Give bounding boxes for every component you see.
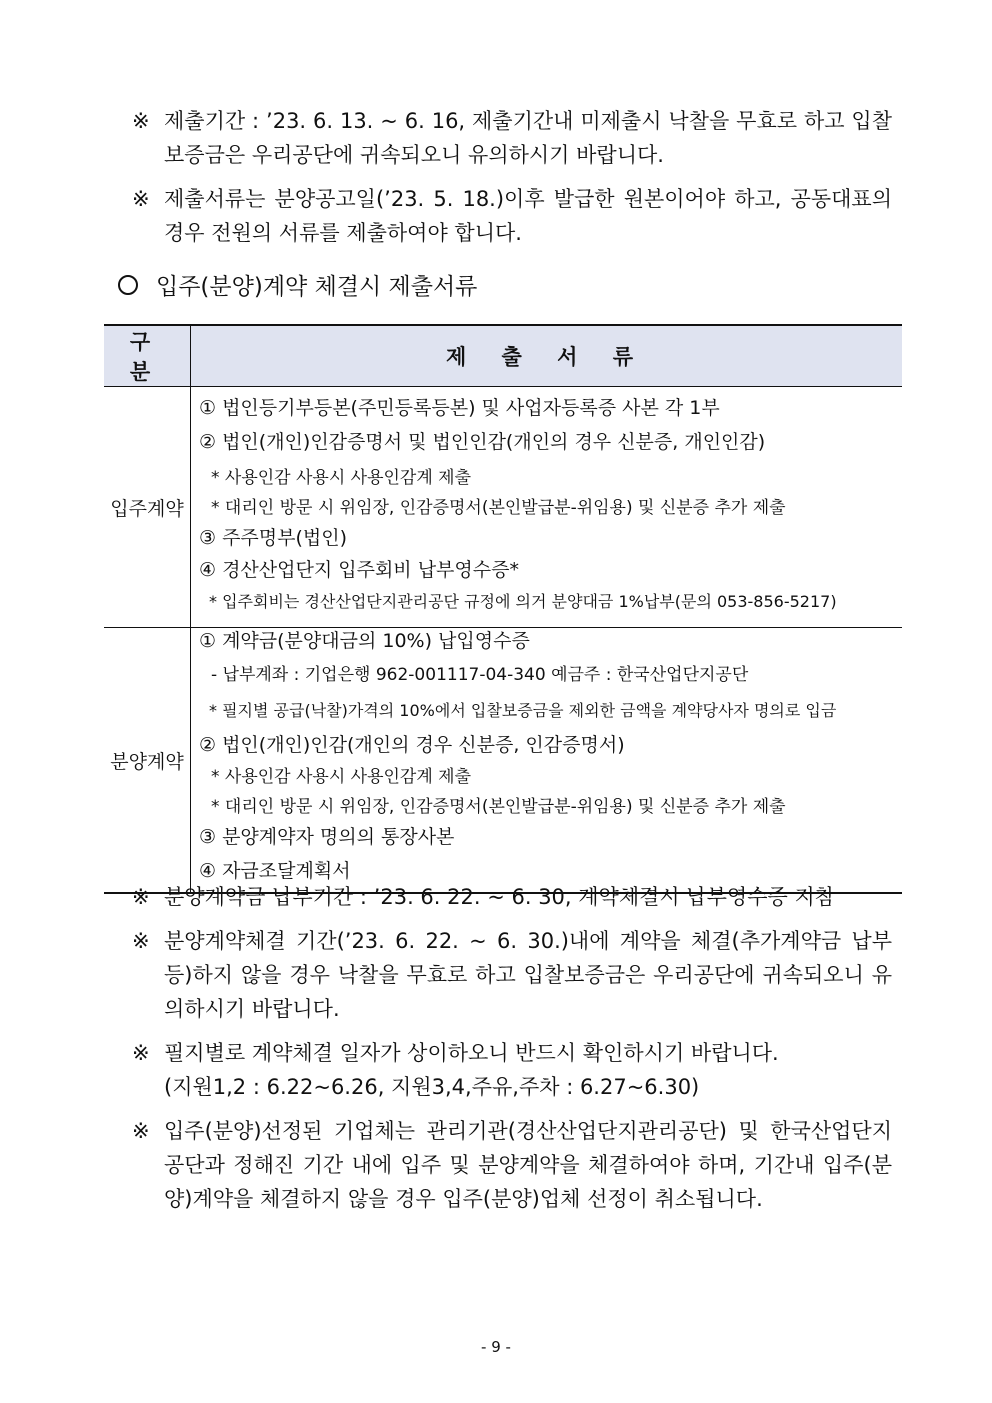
note-submission-period (132, 104, 892, 172)
header-category: 구 분 (104, 325, 191, 387)
items-cell (191, 628, 903, 894)
header-documents: 제 출 서 류 (191, 325, 903, 387)
list-item: ① 법인등기부등본(주민등록등본) 및 사업자등록증 사본 각 1부 (199, 397, 720, 419)
note-text: 필지별로 계약체결 일자가 상이하오니 반드시 확인하시기 바랍니다. (164, 1041, 779, 1065)
note-selection-cancel (132, 1114, 892, 1216)
category-cell: 입주계약 (104, 387, 191, 628)
list-item: ② 법인(개인)인감(개인의 경우 신분증, 인감증명서) (199, 734, 625, 756)
items-cell (191, 387, 903, 628)
note-text: 분양계약체결 기간(’23. 6. 22. ~ 6. 30.)내에 계약을 체결(추가계약금 납부 등)하지 않을 경우 낙찰을 무효로 하고 입찰보증금은 우리공단에 귀속되오니 유의하시기 바랍니다. (164, 929, 892, 1021)
list-item: * 입주회비는 경산산업단지관리공단 규정에 의거 분양대금 1%납부(문의 053-856-5217) (209, 592, 837, 611)
table-row (104, 628, 902, 894)
list-item: ③ 주주명부(법인) (199, 527, 348, 549)
reference-mark: ※ (132, 187, 150, 211)
list-item: * 대리인 방문 시 위임장, 인감증명서(본인발급분-위임용) 및 신분증 추가 제출 (211, 498, 786, 518)
list-item: ② 법인(개인)인감증명서 및 법인인감(개인의 경우 신분증, 개인인감) (199, 431, 766, 453)
page-number: - 9 - (481, 1338, 511, 1356)
note-submission-docs (132, 182, 892, 250)
note-subtext: (지원1,2 : 6.22~6.26, 지원3,4,주유,주차 : 6.27~6.30) (164, 1075, 700, 1099)
section-heading (118, 268, 477, 301)
note-payment-period (132, 880, 892, 914)
list-item: ④ 경산산업단지 입주회비 납부영수증* (199, 559, 519, 581)
note-text: 입주(분양)선정된 기업체는 관리기관(경산산업단지관리공단) 및 한국산업단지공단과 정해진 기간 내에 입주 및 분양계약을 체결하여야 하며, 기간내 입주(분양)계약을 체결하지 않을 경우 입주(분양)업체 선정이 취소됩니다. (164, 1119, 892, 1211)
list-item: * 필지별 공급(낙찰)가격의 10%에서 입찰보증금을 제외한 금액을 계약당사자 명의로 입금 (209, 701, 837, 720)
reference-mark: ※ (132, 885, 150, 909)
table-row (104, 387, 902, 628)
list-item: ④ 자금조달계획서 (199, 860, 351, 882)
list-item: * 대리인 방문 시 위임장, 인감증명서(본인발급분-위임용) 및 신분증 추가 제출 (211, 797, 786, 817)
circle-bullet-icon (118, 275, 138, 295)
table-header-row (104, 325, 902, 387)
note-text: 제출서류는 분양공고일(’23. 5. 18.)이후 발급한 원본이어야 하고, 공동대표의 경우 전원의 서류를 제출하여야 합니다. (164, 187, 892, 245)
reference-mark: ※ (132, 1041, 150, 1065)
reference-mark: ※ (132, 1119, 150, 1143)
documents-table (104, 324, 902, 894)
section-title: 입주(분양)계약 체결시 제출서류 (156, 274, 478, 300)
list-item: - 납부계좌 : 기업은행 962-001117-04-340 예금주 : 한국산업단지공단 (211, 665, 749, 685)
category-cell: 분양계약 (104, 628, 191, 894)
note-contract-dates (132, 1036, 892, 1104)
note-text: 분양계약금 납부기간 : ’23. 6. 22. ~ 6. 30, 계약체결시 납부영수증 지참 (164, 885, 836, 909)
reference-mark: ※ (132, 929, 150, 953)
list-item: * 사용인감 사용시 사용인감계 제출 (211, 767, 472, 787)
note-contract-period (132, 924, 892, 1026)
list-item: ① 계약금(분양대금의 10%) 납입영수증 (199, 630, 530, 652)
note-text: 제출기간 : ’23. 6. 13. ~ 6. 16, 제출기간내 미제출시 낙찰을 무효로 하고 입찰 보증금은 우리공단에 귀속되오니 유의하시기 바랍니다. (164, 109, 892, 167)
list-item: ③ 분양계약자 명의의 통장사본 (199, 826, 455, 848)
list-item: * 사용인감 사용시 사용인감계 제출 (211, 468, 472, 488)
reference-mark: ※ (132, 109, 150, 133)
